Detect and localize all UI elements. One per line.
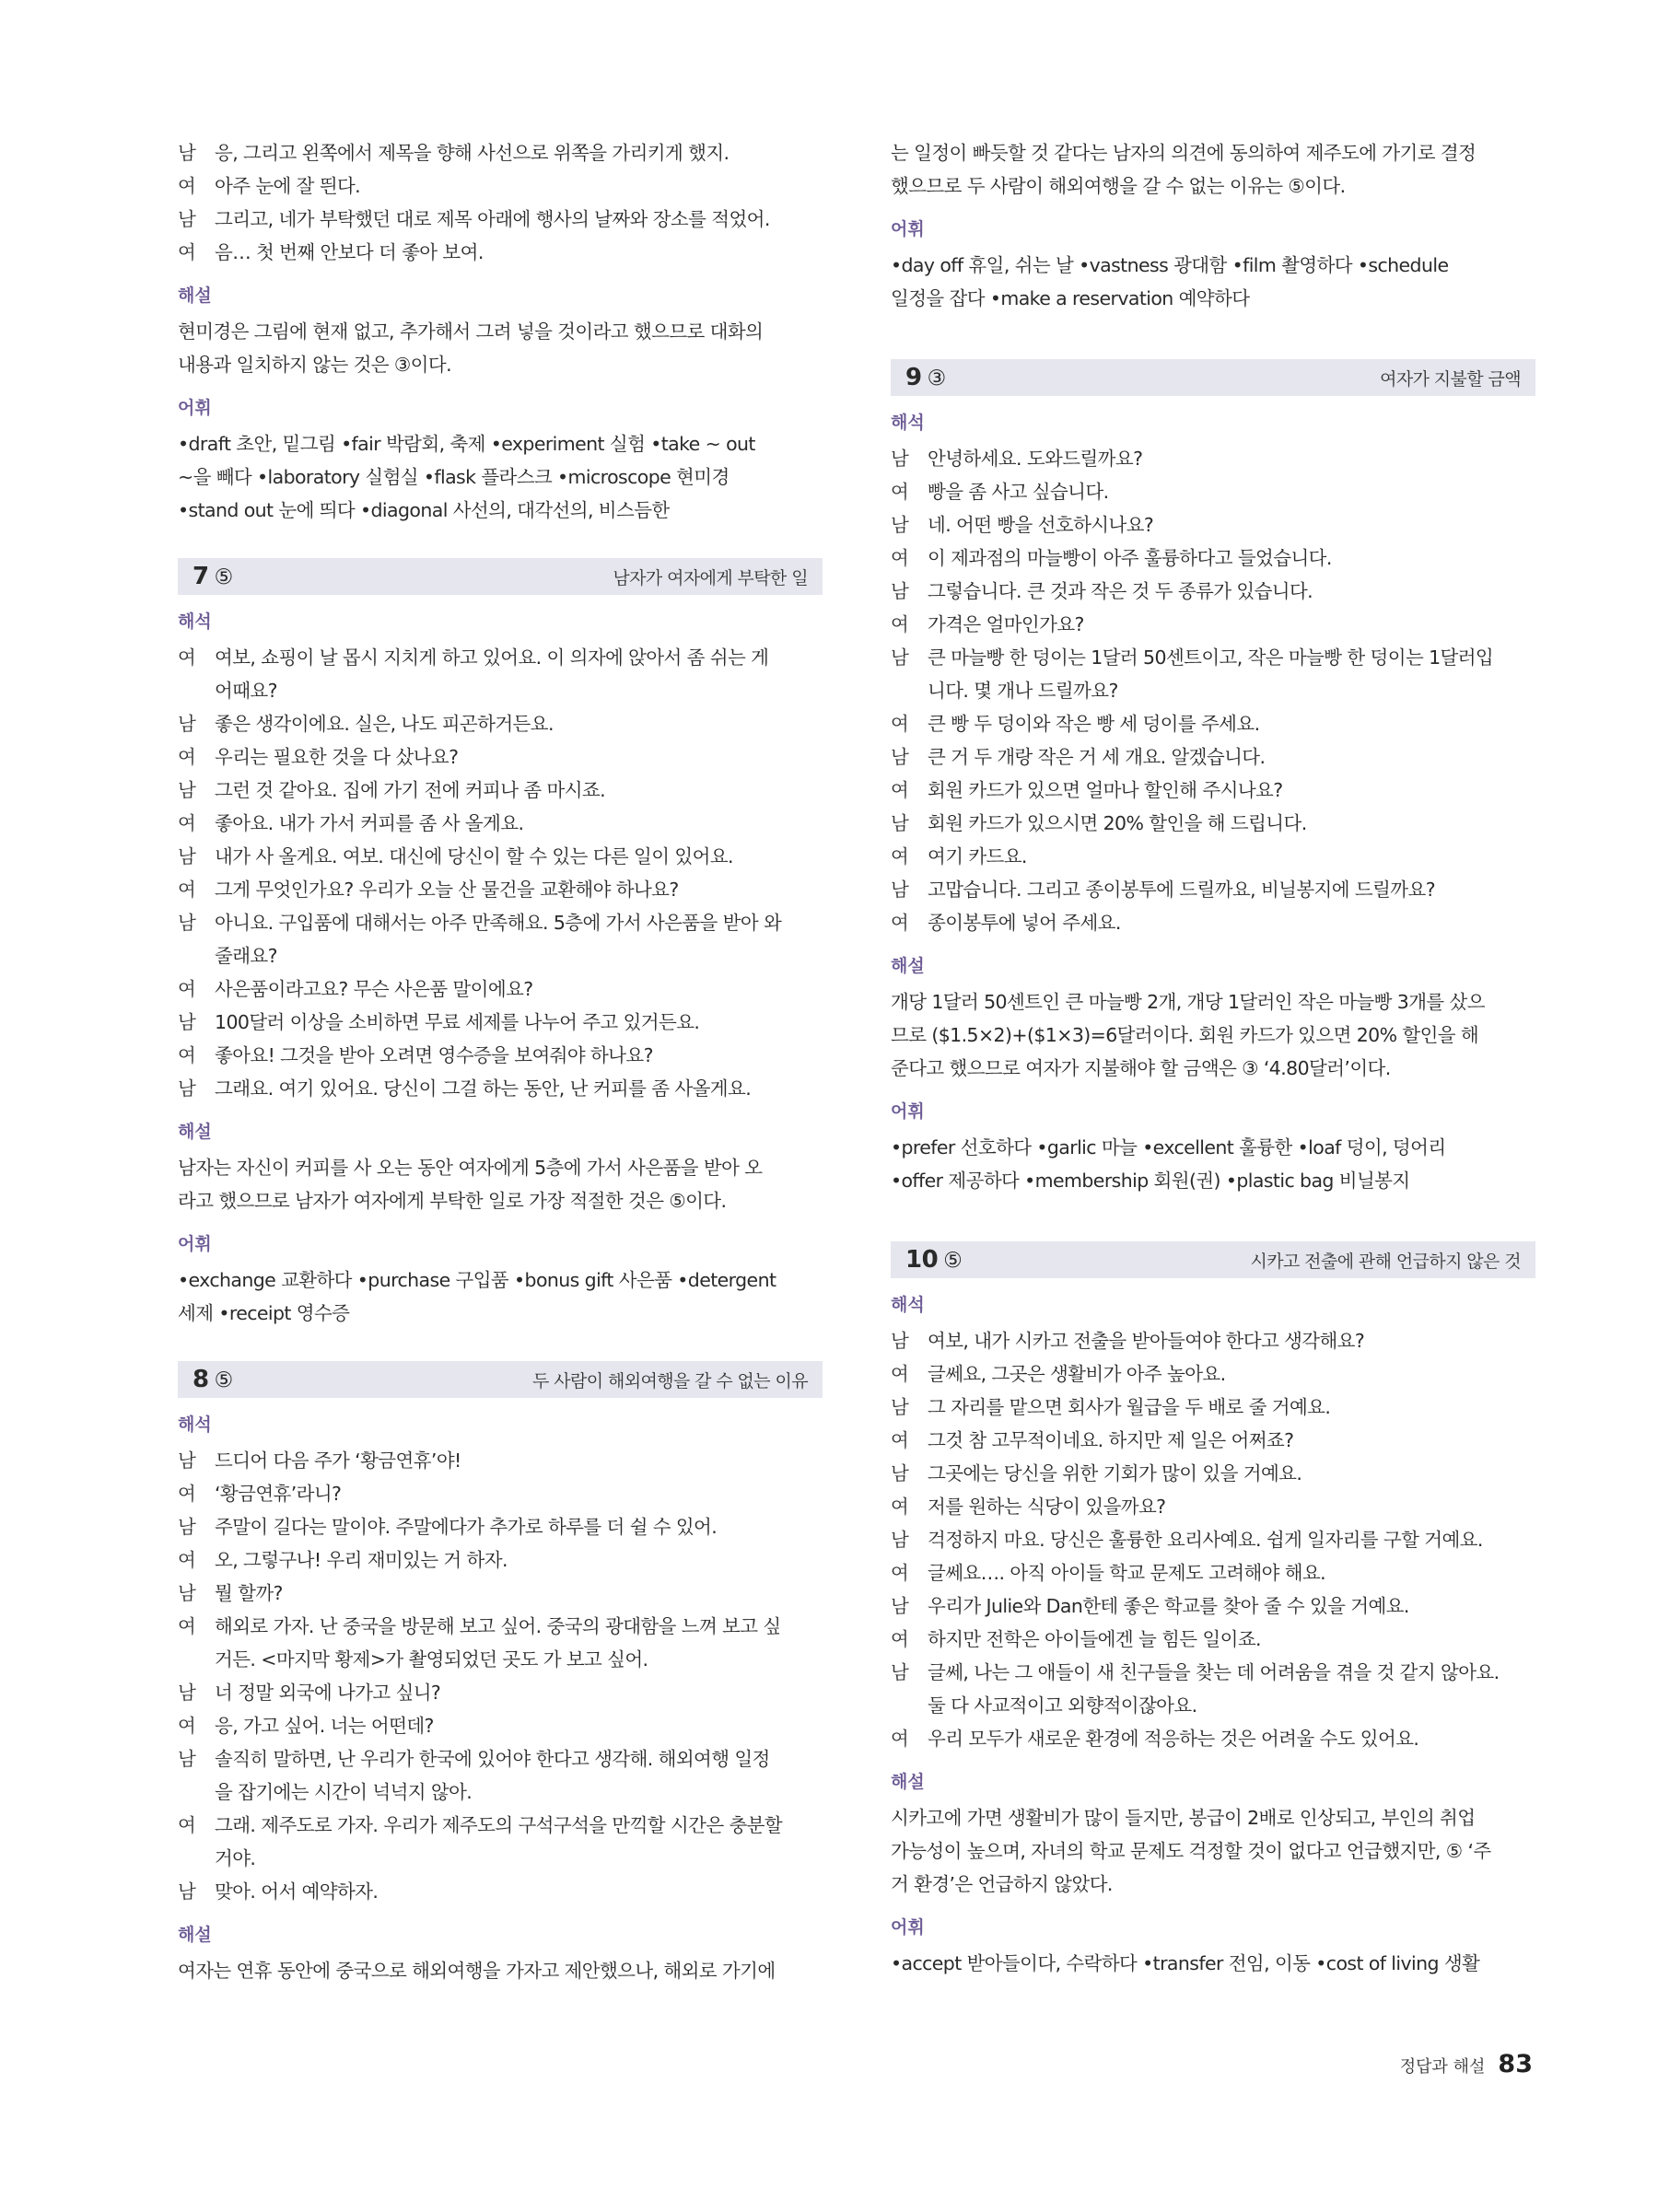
- dialogue-text: 너 정말 외국에 나가고 싶니?: [215, 1682, 441, 1704]
- question-number: 9 ③: [905, 364, 946, 391]
- question-number: 8 ⑤: [193, 1366, 233, 1393]
- q10-dialogue: [891, 1324, 1535, 1755]
- speaker-label: 여: [178, 646, 196, 669]
- dialogue-line: [891, 541, 1535, 575]
- speaker-label: 남: [178, 1582, 196, 1604]
- speaker-label: 남: [891, 1330, 909, 1352]
- right-column: [891, 136, 1535, 1980]
- dialogue-text: 빵을 좀 사고 싶습니다.: [928, 481, 1109, 503]
- dialogue-text: 글쎄요…. 아직 아이들 학교 문제도 고려해야 해요.: [928, 1562, 1326, 1584]
- dialogue-line: [178, 740, 823, 774]
- translation-heading: 해석: [178, 611, 212, 632]
- dialogue-text: 해외로 가자. 난 중국을 방문해 보고 싶어. 중국의 광대함을 느껴 보고 싶: [215, 1615, 781, 1637]
- dialogue-text: 우리 모두가 새로운 환경에 적응하는 것은 어려울 수도 있어요.: [928, 1728, 1419, 1750]
- dialogue-text: 종이봉투에 넣어 주세요.: [928, 912, 1121, 934]
- speaker-label: 남: [891, 1396, 909, 1418]
- question-topic: 남자가 여자에게 부탁한 일: [613, 567, 808, 588]
- speaker-label: 남: [891, 646, 909, 669]
- speaker-label: 남: [891, 746, 909, 768]
- speaker-label: 남: [178, 1011, 196, 1033]
- dialogue-line: [178, 906, 823, 939]
- speaker-label: 남: [178, 142, 196, 164]
- speaker-label: 남: [178, 208, 196, 230]
- speaker-label: 여: [891, 613, 909, 635]
- speaker-label: 남: [178, 713, 196, 735]
- dialogue-text: 주말이 길다는 말이야. 주말에다가 추가로 하루를 더 쉴 수 있어.: [215, 1516, 718, 1538]
- dialogue-text: 이 제과점의 마늘빵이 아주 훌륭하다고 들었습니다.: [928, 547, 1332, 569]
- dialogue-line: [891, 475, 1535, 508]
- q7-explanation: 남자는 자신이 커피를 사 오는 동안 여자에게 5층에 가서 사은품을 받아 오 라고 했으므로 남자가 여자에게 부탁한 일로 가장 적절한 것은 ⑤이다.: [178, 1157, 763, 1212]
- q10-vocabulary: •accept 받아들이다, 수락하다 •transfer 전임, 이동 •cost of living 생활: [891, 1952, 1480, 1974]
- dialogue-text: ‘황금연휴’라니?: [215, 1483, 342, 1505]
- speaker-label: 여: [891, 779, 909, 801]
- vocabulary-heading: 어휘: [891, 219, 925, 239]
- question-number: 10 ⑤: [905, 1246, 963, 1274]
- dialogue-text: 가격은 얼마인가요?: [928, 613, 1084, 635]
- dialogue-text: 응, 가고 싶어. 너는 어떤데?: [215, 1715, 434, 1737]
- dialogue-text: 네. 어떤 빵을 선호하시나요?: [928, 514, 1154, 536]
- dialogue-line: [891, 641, 1535, 674]
- speaker-label: 여: [178, 1044, 196, 1066]
- speaker-label: 여: [891, 845, 909, 867]
- speaker-label: 여: [178, 978, 196, 1000]
- dialogue-line: [178, 774, 823, 807]
- dialogue-line: [891, 873, 1535, 906]
- dialogue-text: 하지만 전학은 아이들에겐 늘 힘든 일이죠.: [928, 1628, 1261, 1650]
- vocabulary-heading: 어휘: [891, 1101, 925, 1122]
- speaker-label: 남: [178, 779, 196, 801]
- dialogue-line: [891, 1556, 1535, 1589]
- dialogue-line: [891, 840, 1535, 873]
- dialogue-text-continued: 줄래요?: [215, 945, 277, 967]
- speaker-label: 남: [891, 1595, 909, 1617]
- dialogue-text: 100달러 이상을 소비하면 무료 세제를 나누어 주고 있거든요.: [215, 1011, 700, 1033]
- question-10-header: [891, 1241, 1535, 1278]
- dialogue-line: [891, 1357, 1535, 1391]
- speaker-label: 남: [891, 448, 909, 470]
- question-8-header: [178, 1361, 823, 1398]
- dialogue-text: 글쎄요, 그곳은 생활비가 아주 높아요.: [928, 1363, 1226, 1385]
- dialogue-line: [891, 1457, 1535, 1490]
- page-number: 83: [1498, 2050, 1533, 2078]
- translation-heading: 해석: [891, 1295, 925, 1315]
- speaker-label: 남: [178, 845, 196, 867]
- dialogue-line: [891, 807, 1535, 840]
- speaker-label: 남: [891, 580, 909, 602]
- q7-vocabulary: •exchange 교환하다 •purchase 구입품 •bonus gift 사은품 •detergent 세제 •receipt 영수증: [178, 1269, 776, 1324]
- q7-dialogue: [178, 641, 823, 1105]
- speaker-label: 여: [891, 1429, 909, 1451]
- speaker-label: 남: [178, 1077, 196, 1100]
- speaker-label: 여: [178, 746, 196, 768]
- q9-dialogue: [891, 442, 1535, 939]
- q9-explanation: 개당 1달러 50센트인 큰 마늘빵 2개, 개당 1달러인 작은 마늘빵 3개를 샀으 므로 ($1.5×2)+($1×3)=6달러이다. 회원 카드가 있으면 20% 할인을 해 준다고 했으므로 여자가 지불해야 할 금액은 ③ ‘4.80달러’이다.: [891, 991, 1485, 1079]
- question-topic: 두 사람이 해외여행을 갈 수 없는 이유: [532, 1370, 808, 1391]
- dialogue-line: [891, 1391, 1535, 1424]
- dialogue-text: 그리고, 네가 부탁했던 대로 제목 아래에 행사의 날짜와 장소를 적었어.: [215, 208, 770, 230]
- speaker-label: 여: [178, 1483, 196, 1505]
- speaker-label: 여: [178, 812, 196, 834]
- speaker-label: 남: [178, 1748, 196, 1770]
- speaker-label: 남: [178, 1516, 196, 1538]
- dialogue-text-continued: 거야.: [215, 1847, 256, 1869]
- dialogue-text: 우리는 필요한 것을 다 샀나요?: [215, 746, 459, 768]
- explanation-heading: 해설: [891, 956, 925, 976]
- vocabulary-heading: 어휘: [178, 1234, 212, 1254]
- speaker-label: 남: [178, 1682, 196, 1704]
- dialogue-text: 좋아요. 내가 가서 커피를 좀 사 올게요.: [215, 812, 524, 834]
- dialogue-line: [178, 169, 823, 203]
- dialogue-text-continued: 어때요?: [215, 680, 277, 702]
- dialogue-text: 맞아. 어서 예약하자.: [215, 1880, 379, 1903]
- dialogue-text: 그래요. 여기 있어요. 당신이 그걸 하는 동안, 난 커피를 좀 사올게요.: [215, 1077, 752, 1100]
- left-column: [178, 136, 823, 1987]
- dialogue-line: [178, 1543, 823, 1577]
- dialogue-line: [178, 1510, 823, 1543]
- dialogue-line: [178, 807, 823, 840]
- translation-heading: 해석: [891, 413, 925, 433]
- dialogue-line: [178, 1444, 823, 1477]
- speaker-label: 여: [178, 175, 196, 197]
- dialogue-line: [891, 508, 1535, 541]
- dialogue-text-continued: 거든. <마지막 황제>가 촬영되었던 곳도 가 보고 싶어.: [215, 1648, 648, 1671]
- speaker-label: 여: [178, 879, 196, 901]
- dialogue-text: 여보, 쇼핑이 날 몹시 지치게 하고 있어요. 이 의자에 앉아서 좀 쉬는 게: [215, 646, 769, 669]
- dialogue-text: 음… 첫 번째 안보다 더 좋아 보여.: [215, 241, 484, 263]
- speaker-label: 남: [891, 812, 909, 834]
- dialogue-line: [891, 1324, 1535, 1357]
- speaker-label: 여: [178, 1549, 196, 1571]
- dialogue-line: [178, 1006, 823, 1039]
- dialogue-line: [178, 236, 823, 269]
- speaker-label: 남: [178, 912, 196, 934]
- speaker-label: 여: [178, 1814, 196, 1836]
- dialogue-line: [891, 707, 1535, 740]
- dialogue-line: [891, 1490, 1535, 1523]
- dialogue-line: [891, 1722, 1535, 1755]
- translation-heading: 해석: [178, 1415, 212, 1435]
- question-topic: 시카고 전출에 관해 언급하지 않은 것: [1250, 1251, 1521, 1272]
- dialogue-text: 고맙습니다. 그리고 종이봉투에 드릴까요, 비닐봉지에 드릴까요?: [928, 879, 1435, 901]
- dialogue-text: 그래. 제주도로 가자. 우리가 제주도의 구석구석을 만끽할 시간은 충분할: [215, 1814, 783, 1836]
- speaker-label: 여: [891, 1363, 909, 1385]
- dialogue-line: [178, 1709, 823, 1742]
- dialogue-text: 걱정하지 마요. 당신은 훌륭한 요리사예요. 쉽게 일자리를 구할 거예요.: [928, 1529, 1483, 1551]
- dialogue-line: [178, 1809, 823, 1842]
- speaker-label: 여: [891, 1562, 909, 1584]
- dialogue-text: 솔직히 말하면, 난 우리가 한국에 있어야 한다고 생각해. 해외여행 일정: [215, 1748, 770, 1770]
- dialogue-text: 아주 눈에 잘 띈다.: [215, 175, 361, 197]
- q9-vocabulary: •prefer 선호하다 •garlic 마늘 •excellent 훌륭한 •loaf 덩이, 덩어리 •offer 제공하다 •membership 회원(권) •plastic bag 비닐봉지: [891, 1136, 1446, 1192]
- dialogue-text: 그곳에는 당신을 위한 기회가 많이 있을 거예요.: [928, 1462, 1302, 1484]
- dialogue-line: [178, 1477, 823, 1510]
- speaker-label: 남: [891, 1661, 909, 1683]
- footer-label: 정답과 해설: [1399, 2057, 1486, 2077]
- dialogue-text: 회원 카드가 있으시면 20% 할인을 해 드립니다.: [928, 812, 1307, 834]
- dialogue-text: 여보, 내가 시카고 전출을 받아들여야 한다고 생각해요?: [928, 1330, 1365, 1352]
- question-7-header: [178, 558, 823, 595]
- dialogue-text: 저를 원하는 식당이 있을까요?: [928, 1496, 1166, 1518]
- dialogue-line: [178, 136, 823, 169]
- speaker-label: 남: [178, 1880, 196, 1903]
- vocabulary-heading: 어휘: [178, 398, 212, 418]
- dialogue-line: [178, 873, 823, 906]
- dialogue-line: [891, 608, 1535, 641]
- intro-vocabulary: •draft 초안, 밑그림 •fair 박람회, 축제 •experiment 실험 •take ~ out ~을 빼다 •laboratory 실험실 •flask 플라스크 •microscope 현미경 •stand out 눈에 띄다 •diagonal 사선의, 대각선의, 비스듬한: [178, 433, 755, 521]
- dialogue-text: 글쎄, 나는 그 애들이 새 친구들을 찾는 데 어려움을 겪을 것 같지 않아요.: [928, 1661, 1500, 1683]
- dialogue-line: [891, 442, 1535, 475]
- dialogue-text: 그런 것 같아요. 집에 가기 전에 커피나 좀 마시죠.: [215, 779, 606, 801]
- dialogue-text-continued: 둘 다 사교적이고 외향적이잖아요.: [928, 1694, 1197, 1717]
- explanation-heading: 해설: [891, 1772, 925, 1792]
- dialogue-line: [891, 1623, 1535, 1656]
- dialogue-text: 여기 카드요.: [928, 845, 1027, 867]
- q8-dialogue: [178, 1444, 823, 1908]
- speaker-label: 여: [891, 547, 909, 569]
- dialogue-text: 그렇습니다. 큰 것과 작은 것 두 종류가 있습니다.: [928, 580, 1313, 602]
- dialogue-text: 큰 빵 두 덩이와 작은 빵 세 덩이를 주세요.: [928, 713, 1260, 735]
- dialogue-text: 드디어 다음 주가 ‘황금연휴’야!: [215, 1449, 461, 1472]
- question-number: 7 ⑤: [193, 563, 233, 590]
- vocabulary-heading: 어휘: [891, 1917, 925, 1938]
- speaker-label: 여: [891, 713, 909, 735]
- q10-explanation: 시카고에 가면 생활비가 많이 들지만, 봉급이 2배로 인상되고, 부인의 취업 가능성이 높으며, 자녀의 학교 문제도 걱정할 것이 없다고 언급했지만, ⑤ ‘주 거 환경’은 언급하지 않았다.: [891, 1807, 1491, 1895]
- speaker-label: 남: [891, 514, 909, 536]
- dialogue-text: 우리가 Julie와 Dan한테 좋은 학교를 찾아 줄 수 있을 거예요.: [928, 1595, 1409, 1617]
- q8-explanation: 여자는 연휴 동안에 중국으로 해외여행을 가자고 제안했으나, 해외로 가기에: [178, 1960, 776, 1982]
- q8-vocabulary: •day off 휴일, 쉬는 날 •vastness 광대함 •film 촬영하다 •schedule 일정을 잡다 •make a reservation 예약하다: [891, 254, 1449, 309]
- dialogue-line: [178, 641, 823, 674]
- intro-dialogue: [178, 136, 823, 269]
- dialogue-line: [178, 1577, 823, 1610]
- speaker-label: 남: [891, 879, 909, 901]
- dialogue-text: 내가 사 올게요. 여보. 대신에 당신이 할 수 있는 다른 일이 있어요.: [215, 845, 733, 867]
- dialogue-line: [178, 1676, 823, 1709]
- dialogue-line: [178, 1742, 823, 1775]
- dialogue-line: [891, 575, 1535, 608]
- explanation-heading: 해설: [178, 1925, 212, 1945]
- q8-explanation-continued: 는 일정이 빠듯할 것 같다는 남자의 의견에 동의하여 제주도에 가기로 결정 했으므로 두 사람이 해외여행을 갈 수 없는 이유는 ⑤이다.: [891, 142, 1476, 197]
- question-9-header: [891, 359, 1535, 396]
- speaker-label: 여: [178, 1615, 196, 1637]
- dialogue-line: [891, 1589, 1535, 1623]
- dialogue-line: [891, 906, 1535, 939]
- speaker-label: 남: [891, 1529, 909, 1551]
- dialogue-text: 뭘 할까?: [215, 1582, 283, 1604]
- speaker-label: 여: [891, 912, 909, 934]
- speaker-label: 여: [891, 1728, 909, 1750]
- speaker-label: 여: [891, 1628, 909, 1650]
- dialogue-line: [891, 1656, 1535, 1689]
- explanation-heading: 해설: [178, 285, 212, 306]
- dialogue-text: 그것 참 고무적이네요. 하지만 제 일은 어쩌죠?: [928, 1429, 1294, 1451]
- dialogue-line: [178, 203, 823, 236]
- dialogue-line: [178, 1875, 823, 1908]
- question-topic: 여자가 지불할 금액: [1380, 368, 1521, 390]
- dialogue-line: [891, 774, 1535, 807]
- speaker-label: 여: [891, 1496, 909, 1518]
- dialogue-text: 회원 카드가 있으면 얼마나 할인해 주시나요?: [928, 779, 1283, 801]
- dialogue-line: [178, 1072, 823, 1105]
- dialogue-text: 좋아요! 그것을 받아 오려면 영수증을 보여줘야 하나요?: [215, 1044, 653, 1066]
- dialogue-text: 큰 마늘빵 한 덩이는 1달러 50센트이고, 작은 마늘빵 한 덩이는 1달러입: [928, 646, 1494, 669]
- dialogue-line: [891, 1424, 1535, 1457]
- dialogue-text: 안녕하세요. 도와드릴까요?: [928, 448, 1143, 470]
- dialogue-line: [178, 707, 823, 740]
- intro-explanation: 현미경은 그림에 현재 없고, 추가해서 그려 넣을 것이라고 했으므로 대화의 내용과 일치하지 않는 것은 ③이다.: [178, 320, 764, 376]
- dialogue-text: 오, 그렇구나! 우리 재미있는 거 하자.: [215, 1549, 508, 1571]
- dialogue-text: 그 자리를 맡으면 회사가 월급을 두 배로 줄 거예요.: [928, 1396, 1331, 1418]
- dialogue-text-continued: 을 잡기에는 시간이 넉넉지 않아.: [215, 1781, 473, 1803]
- speaker-label: 여: [891, 481, 909, 503]
- dialogue-text: 그게 무엇인가요? 우리가 오늘 산 물건을 교환해야 하나요?: [215, 879, 679, 901]
- dialogue-line: [178, 1610, 823, 1643]
- dialogue-text: 좋은 생각이에요. 실은, 나도 피곤하거든요.: [215, 713, 554, 735]
- speaker-label: 여: [178, 241, 196, 263]
- speaker-label: 여: [178, 1715, 196, 1737]
- explanation-heading: 해설: [178, 1122, 212, 1142]
- dialogue-text: 아니요. 구입품에 대해서는 아주 만족해요. 5층에 가서 사은품을 받아 와: [215, 912, 782, 934]
- speaker-label: 남: [891, 1462, 909, 1484]
- dialogue-text: 응, 그리고 왼쪽에서 제목을 향해 사선으로 위쪽을 가리키게 했지.: [215, 142, 729, 164]
- dialogue-text: 사은품이라고요? 무슨 사은품 말이에요?: [215, 978, 533, 1000]
- dialogue-line: [178, 840, 823, 873]
- dialogue-line: [178, 972, 823, 1006]
- dialogue-line: [891, 1523, 1535, 1556]
- speaker-label: 남: [178, 1449, 196, 1472]
- dialogue-text: 큰 거 두 개랑 작은 거 세 개요. 알겠습니다.: [928, 746, 1266, 768]
- page-footer: [1400, 2050, 1533, 2078]
- dialogue-line: [891, 740, 1535, 774]
- dialogue-text-continued: 니다. 몇 개나 드릴까요?: [928, 680, 1118, 702]
- dialogue-line: [178, 1039, 823, 1072]
